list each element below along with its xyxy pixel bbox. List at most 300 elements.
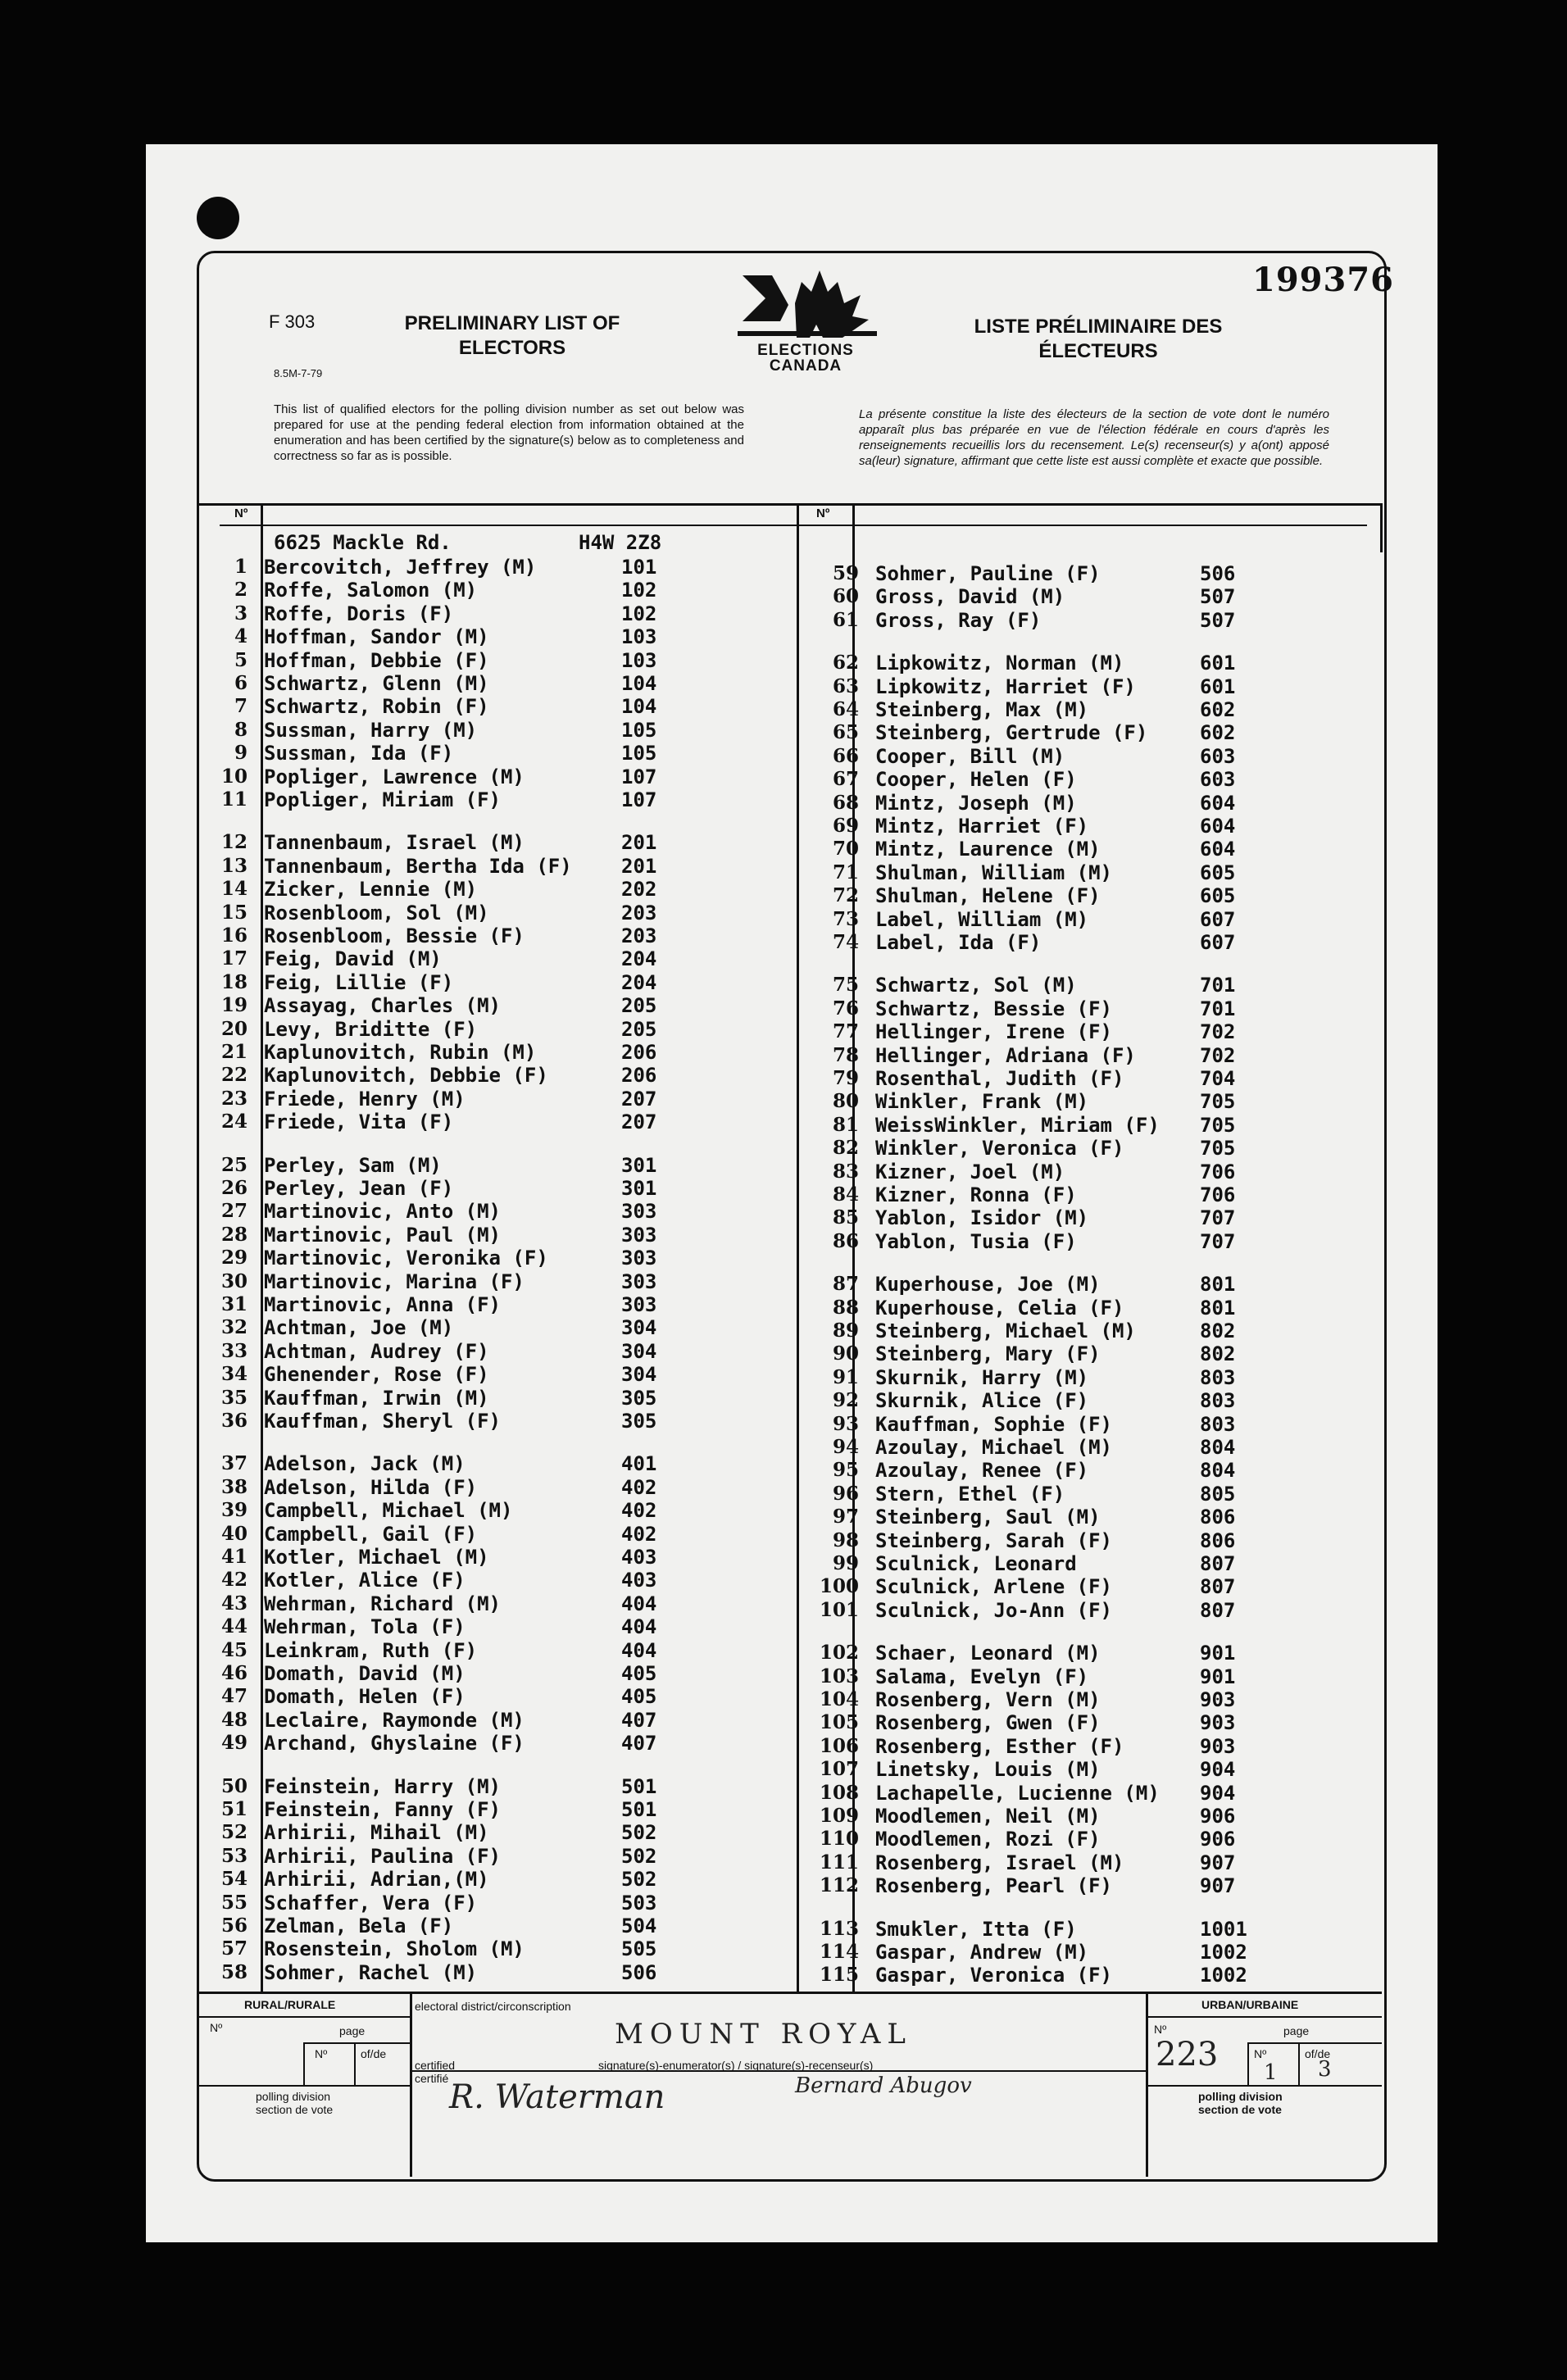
elector-unit-number: 907 [1200,1851,1236,1874]
elector-number: 9 [234,742,248,765]
right-table-rule [1380,503,1383,552]
elector-unit-number: 402 [621,1475,657,1499]
elector-name: Achtman, Audrey (F) [264,1339,489,1363]
elector-name: Domath, Helen (F) [264,1685,466,1709]
elector-name: Rosenberg, Pearl (F) [875,1874,1112,1898]
elector-unit-number: 803 [1200,1412,1236,1436]
elector-unit-number: 202 [621,878,657,902]
elector-unit-number: 305 [621,1410,657,1433]
elector-name: Sculnick, Jo-Ann (F) [875,1598,1112,1622]
elector-unit-number: 604 [1200,791,1236,815]
elector-name: Friede, Vita (F) [264,1111,454,1134]
elector-number: 34 [220,1363,248,1386]
elector-number: 74 [832,931,859,953]
elector-number: 5 [234,648,248,671]
urban-page-total: 3 [1318,2057,1332,2082]
elector-name: Kizner, Joel (M) [875,1160,1065,1183]
rural-page-no-label: Nº [315,2047,328,2060]
elector-name: Azoulay, Michael (M) [875,1436,1112,1459]
elector-name: Lachapelle, Lucienne (M) [875,1781,1160,1805]
elector-name: Feinstein, Fanny (F) [264,1798,501,1821]
elector-unit-number: 304 [621,1363,657,1387]
elector-unit-number: 401 [621,1452,657,1476]
elector-name: Rosenstein, Sholom (M) [264,1937,525,1961]
elector-number: 7 [234,695,248,718]
elector-unit-number: 506 [621,1960,657,1984]
elector-unit-number: 607 [1200,907,1236,931]
elector-number: 43 [220,1592,248,1615]
elector-unit-number: 404 [621,1592,657,1615]
elector-number: 53 [220,1844,248,1867]
elector-unit-number: 304 [621,1316,657,1340]
elector-name: Sohmer, Pauline (F) [875,562,1101,585]
elector-name: Arhirii, Paulina (F) [264,1844,501,1868]
elector-number: 40 [220,1522,248,1545]
enumerator-signature-2: Bernard Abugov [795,2073,972,2098]
elector-unit-number: 502 [621,1868,657,1892]
elector-unit-number: 206 [621,1064,657,1088]
elector-unit-number: 507 [1200,585,1236,609]
elector-unit-number: 207 [621,1111,657,1134]
elector-unit-number: 204 [621,970,657,994]
elector-name: Hoffman, Sandor (M) [264,625,489,649]
elector-number: 97 [832,1506,859,1528]
elector-name: Assayag, Charles (M) [264,994,501,1018]
elector-unit-number: 706 [1200,1183,1236,1206]
elector-number: 61 [832,608,859,631]
elector-number: 110 [819,1828,859,1851]
elector-number: 18 [220,970,248,993]
elector-name: Shulman, Helene (F) [875,884,1101,908]
elector-unit-number: 605 [1200,861,1236,884]
title-french-line-1: LISTE PRÉLIMINAIRE DES [974,316,1223,338]
elector-number: 14 [220,878,248,901]
footer-rural-page-divider [303,2042,305,2087]
elector-name: Gross, Ray (F) [875,608,1042,632]
elector-number: 90 [832,1342,859,1365]
elector-number: 10 [220,765,248,788]
elector-unit-number: 704 [1200,1067,1236,1090]
logo-wordmark [732,343,879,374]
elector-unit-number: 903 [1200,1688,1236,1711]
elector-number: 111 [819,1851,859,1874]
elector-number: 57 [220,1937,248,1960]
left-number-header: Nº [234,506,248,520]
elector-number: 102 [819,1642,859,1665]
elector-number: 114 [819,1941,859,1963]
elector-number: 96 [832,1482,859,1505]
elector-unit-number: 203 [621,924,657,947]
urban-page-label: page [1283,2024,1310,2037]
elector-number: 91 [832,1365,859,1388]
elector-name: Campbell, Michael (M) [264,1499,513,1523]
elector-number: 58 [220,1960,248,1983]
elector-name: Schwartz, Glenn (M) [264,672,489,695]
elector-number: 77 [832,1020,859,1043]
elector-unit-number: 805 [1200,1482,1236,1506]
elector-number: 12 [220,831,248,854]
elector-name: Steinberg, Sarah (F) [875,1528,1112,1552]
elector-unit-number: 205 [621,1017,657,1041]
elector-name: Kuperhouse, Joe (M) [875,1273,1101,1297]
footer-urban-page-divider [1247,2042,1249,2087]
elector-name: Cooper, Helen (F) [875,768,1077,792]
elector-name: Campbell, Gail (F) [264,1522,478,1546]
elector-name: Sohmer, Rachel (M) [264,1960,478,1984]
elector-number: 62 [832,652,859,674]
elector-number: 92 [832,1389,859,1412]
elector-unit-number: 602 [1200,721,1236,745]
elector-unit-number: 104 [621,695,657,719]
elector-unit-number: 205 [621,994,657,1018]
urban-polling-number: 223 [1156,2036,1219,2073]
elector-unit-number: 801 [1200,1273,1236,1297]
elector-number: 39 [220,1499,248,1522]
elector-number: 26 [220,1177,248,1199]
elector-name: Kauffman, Irwin (M) [264,1386,489,1410]
elector-unit-number: 901 [1200,1665,1236,1688]
elector-name: Kauffman, Sophie (F) [875,1412,1112,1436]
elector-unit-number: 604 [1200,815,1236,838]
elector-number: 85 [832,1206,859,1229]
elector-number: 71 [832,861,859,883]
elector-name: Schaffer, Vera (F) [264,1891,478,1914]
elector-number: 45 [220,1638,248,1661]
elector-unit-number: 801 [1200,1296,1236,1319]
elector-name: Sculnick, Arlene (F) [875,1575,1112,1599]
elector-number: 11 [220,788,248,811]
elector-unit-number: 102 [621,579,657,602]
elector-number: 84 [832,1183,859,1206]
elector-number: 60 [832,585,859,608]
elector-number: 50 [220,1774,248,1797]
elector-unit-number: 303 [621,1223,657,1247]
elector-unit-number: 601 [1200,674,1236,698]
elector-unit-number: 707 [1200,1206,1236,1230]
title-english-line-2: ELECTORS [458,337,566,359]
elector-name: Gross, David (M) [875,585,1065,609]
elector-number: 44 [220,1615,248,1638]
elector-unit-number: 1002 [1200,1941,1247,1964]
elector-unit-number: 603 [1200,744,1236,768]
table-top-rule [197,503,1382,506]
table-header-rule [220,525,1367,526]
elector-number: 19 [220,994,248,1017]
certified-label-1: certified [415,2059,456,2072]
elector-number: 49 [220,1732,248,1755]
title-french-line-2: ÉLECTEURS [1038,340,1158,362]
elector-number: 37 [220,1452,248,1475]
elector-name: Feig, David (M) [264,947,442,971]
elector-name: Zicker, Lennie (M) [264,878,478,902]
elector-name: Roffe, Salomon (M) [264,579,478,602]
urban-no-label: Nº [1154,2023,1167,2036]
elector-unit-number: 105 [621,718,657,742]
electoral-district-label: electoral district/circonscription [415,2000,571,2013]
elector-unit-number: 203 [621,901,657,924]
elector-unit-number: 702 [1200,1043,1236,1067]
elector-unit-number: 502 [621,1844,657,1868]
elector-number: 38 [220,1475,248,1498]
urban-polling-label-1: polling division [1198,2090,1283,2103]
elector-unit-number: 405 [621,1662,657,1685]
urban-page-no-label: Nº [1254,2047,1267,2060]
elector-unit-number: 904 [1200,1758,1236,1782]
elector-unit-number: 303 [621,1293,657,1316]
elector-number: 23 [220,1087,248,1110]
elector-number: 29 [220,1247,248,1269]
elector-name: Skurnik, Alice (F) [875,1389,1089,1413]
elector-name: Steinberg, Max (M) [875,698,1089,721]
serial-number: 199376 [1252,261,1394,299]
elector-number: 93 [832,1412,859,1435]
elector-name: Skurnik, Harry (M) [875,1365,1089,1389]
elector-unit-number: 701 [1200,974,1236,997]
elector-name: Hellinger, Adriana (F) [875,1043,1136,1067]
elector-unit-number: 807 [1200,1552,1236,1575]
elector-name: Feinstein, Harry (M) [264,1774,501,1798]
urban-page-number: 1 [1264,2060,1278,2085]
elector-unit-number: 407 [621,1708,657,1732]
elector-name: Arhirii, Mihail (M) [264,1821,489,1845]
elector-name: Arhirii, Adrian,(M) [264,1868,489,1892]
elector-number: 64 [832,698,859,720]
elector-number: 28 [220,1223,248,1246]
elector-number: 41 [220,1546,248,1568]
left-number-column-rule [261,503,263,1993]
elector-unit-number: 201 [621,831,657,855]
elector-name: Perley, Jean (F) [264,1177,454,1200]
elector-number: 67 [832,768,859,791]
elector-number: 3 [234,602,248,625]
elector-unit-number: 807 [1200,1575,1236,1599]
elector-number: 112 [819,1874,859,1897]
elector-name: Martinovic, Marina (F) [264,1269,525,1293]
signature-label: signature(s)-enumerator(s) / signature(s)-recenseur(s) [598,2059,874,2072]
title-english-line-1: PRELIMINARY LIST OF [404,312,620,334]
punch-hole [197,197,239,239]
elector-number: 107 [819,1758,859,1781]
elector-name: Label, William (M) [875,907,1089,931]
elector-name: Stern, Ethel (F) [875,1482,1065,1506]
elector-unit-number: 802 [1200,1319,1236,1342]
elector-unit-number: 403 [621,1546,657,1569]
logo-line-2: CANADA [769,357,843,375]
elector-number: 88 [832,1296,859,1319]
elector-name: Moodlemen, Neil (M) [875,1805,1101,1828]
elector-unit-number: 1002 [1200,1964,1247,1987]
elector-unit-number: 903 [1200,1711,1236,1735]
footer-urban-page-rule [1247,2042,1382,2044]
elector-name: Shulman, William (M) [875,861,1112,884]
elector-unit-number: 402 [621,1522,657,1546]
elector-unit-number: 607 [1200,931,1236,954]
rural-of-label: of/de [361,2047,387,2060]
elector-number: 16 [220,924,248,947]
postal-code: H4W 2Z8 [579,531,662,554]
elector-name: Smukler, Itta (F) [875,1917,1077,1941]
elector-unit-number: 405 [621,1685,657,1709]
elector-number: 101 [819,1598,859,1621]
elector-name: Achtman, Joe (M) [264,1316,454,1340]
elector-number: 56 [220,1914,248,1937]
elector-number: 1 [234,556,248,578]
elector-unit-number: 206 [621,1041,657,1064]
elector-name: Rosenthal, Judith (F) [875,1067,1124,1090]
elector-name: Kuperhouse, Celia (F) [875,1296,1124,1319]
elector-number: 27 [220,1200,248,1223]
elector-name: Steinberg, Saul (M) [875,1506,1101,1529]
elector-number: 69 [832,815,859,837]
elector-name: Rosenbloom, Bessie (F) [264,924,525,947]
footer-urban-mid-rule [1146,2085,1382,2087]
elector-number: 108 [819,1781,859,1804]
elector-number: 66 [832,744,859,767]
elector-unit-number: 904 [1200,1781,1236,1805]
rural-page-label: page [339,2024,366,2037]
elector-unit-number: 102 [621,602,657,625]
elector-unit-number: 707 [1200,1229,1236,1253]
print-code: 8.5M-7-79 [274,367,323,379]
elector-number: 59 [832,562,859,584]
elector-number: 33 [220,1339,248,1362]
elector-unit-number: 104 [621,672,657,695]
urban-polling-label-2: section de vote [1198,2103,1282,2116]
elector-number: 106 [819,1734,859,1757]
elector-unit-number: 901 [1200,1642,1236,1665]
elector-name: Mintz, Laurence (M) [875,838,1101,861]
elector-name: Rosenberg, Gwen (F) [875,1711,1101,1735]
elector-number: 78 [832,1043,859,1066]
elector-number: 86 [832,1229,859,1252]
elector-number: 35 [220,1386,248,1409]
rural-label: RURAL/RURALE [244,1998,336,2011]
elector-unit-number: 604 [1200,838,1236,861]
elector-number: 20 [220,1017,248,1040]
elector-unit-number: 803 [1200,1365,1236,1389]
elector-unit-number: 806 [1200,1506,1236,1529]
elector-number: 25 [220,1153,248,1176]
elector-number: 70 [832,838,859,861]
elector-name: Winkler, Frank (M) [875,1090,1089,1114]
elector-name: Tannenbaum, Israel (M) [264,831,525,855]
elector-name: Label, Ida (F) [875,931,1042,954]
elector-name: Yablon, Tusia (F) [875,1229,1077,1253]
elector-unit-number: 706 [1200,1160,1236,1183]
elector-name: Martinovic, Paul (M) [264,1223,501,1247]
elector-unit-number: 906 [1200,1828,1236,1851]
elector-number: 109 [819,1805,859,1827]
elector-name: Schaer, Leonard (M) [875,1642,1101,1665]
elector-name: Wehrman, Tola (F) [264,1615,466,1639]
footer-urban-of-divider [1298,2042,1300,2087]
elector-unit-number: 903 [1200,1734,1236,1758]
elector-number: 8 [234,718,248,741]
elector-name: Levy, Briditte (F) [264,1017,478,1041]
elector-unit-number: 804 [1200,1436,1236,1459]
elector-number: 52 [220,1821,248,1844]
elector-unit-number: 503 [621,1891,657,1914]
elector-name: Steinberg, Gertrude (F) [875,721,1148,745]
title-french [942,315,1254,364]
elector-unit-number: 103 [621,648,657,672]
elector-number: 51 [220,1798,248,1820]
elector-number: 6 [234,672,248,694]
elector-name: Sussman, Ida (F) [264,742,454,765]
elector-unit-number: 105 [621,742,657,765]
elector-number: 46 [220,1662,248,1684]
title-english [385,311,639,361]
elector-name: Sussman, Harry (M) [264,718,478,742]
elector-name: Martinovic, Veronika (F) [264,1247,548,1270]
elector-name: Hellinger, Irene (F) [875,1020,1112,1044]
elector-name: Steinberg, Mary (F) [875,1342,1101,1366]
elector-number: 87 [832,1273,859,1296]
intro-text-english: This list of qualified electors for the polling division number as set out below was prepared for use at the pending federal election from information obtained at the enumeration and has been certified by the signature(s) below as to completeness and correctness so far as is possible. [274,402,744,463]
elector-name: Rosenberg, Vern (M) [875,1688,1101,1711]
elector-number: 13 [220,854,248,877]
elector-unit-number: 705 [1200,1090,1236,1114]
elector-unit-number: 301 [621,1153,657,1177]
elector-name: Schwartz, Robin (F) [264,695,489,719]
elector-name: Yablon, Isidor (M) [875,1206,1089,1230]
elector-name: Sculnick, Leonard [875,1552,1077,1575]
elector-unit-number: 806 [1200,1528,1236,1552]
elector-number: 89 [832,1319,859,1342]
elector-unit-number: 502 [621,1821,657,1845]
street-address [274,531,662,554]
elector-number: 100 [819,1575,859,1598]
elector-unit-number: 802 [1200,1342,1236,1366]
elector-number: 42 [220,1569,248,1592]
elector-name: Lipkowitz, Norman (M) [875,652,1124,675]
elector-number: 2 [234,579,248,602]
elector-name: Gaspar, Veronica (F) [875,1964,1112,1987]
elector-unit-number: 304 [621,1339,657,1363]
elector-number: 17 [220,947,248,970]
footer-inner-rule [197,2016,411,2018]
elector-number: 104 [819,1688,859,1710]
elector-name: Popliger, Lawrence (M) [264,765,525,788]
elector-unit-number: 207 [621,1087,657,1111]
elector-number: 15 [220,901,248,924]
elector-unit-number: 101 [621,556,657,579]
urban-label: URBAN/URBAINE [1201,1998,1299,2011]
elector-unit-number: 506 [1200,562,1236,585]
elector-unit-number: 303 [621,1269,657,1293]
elector-unit-number: 301 [621,1177,657,1200]
elector-name: Roffe, Doris (F) [264,602,454,625]
elector-number: 31 [220,1293,248,1315]
elector-number: 68 [832,791,859,814]
elector-number: 48 [220,1708,248,1731]
elector-number: 113 [819,1917,859,1940]
elector-unit-number: 906 [1200,1805,1236,1828]
elector-name: WeissWinkler, Miriam (F) [875,1113,1160,1137]
elector-name: Moodlemen, Rozi (F) [875,1828,1101,1851]
elector-name: Cooper, Bill (M) [875,744,1065,768]
elector-name: Bercovitch, Jeffrey (M) [264,556,537,579]
elector-unit-number: 501 [621,1774,657,1798]
elector-unit-number: 807 [1200,1598,1236,1622]
elector-unit-number: 402 [621,1499,657,1523]
elector-unit-number: 603 [1200,768,1236,792]
elector-name: Schwartz, Bessie (F) [875,997,1112,1020]
elector-unit-number: 201 [621,854,657,878]
footer-rural-of-divider [354,2042,356,2087]
elector-unit-number: 605 [1200,884,1236,908]
elector-number: 81 [832,1113,859,1136]
